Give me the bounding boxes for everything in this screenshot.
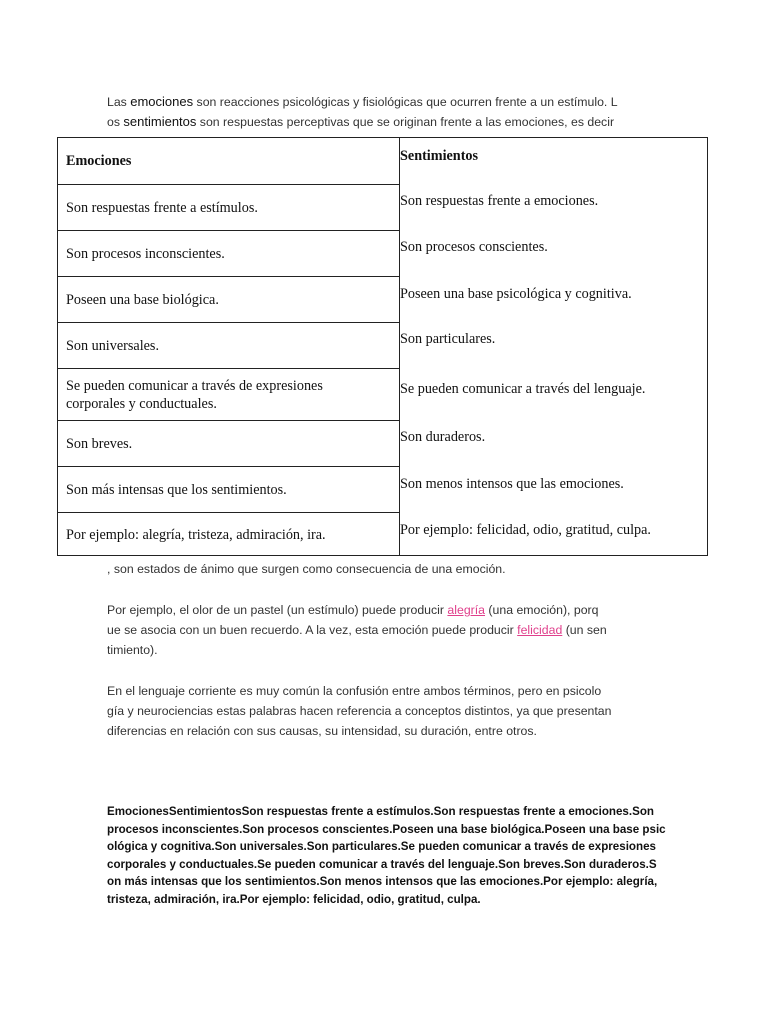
intro-line-2: os sentimientos son respuestas perceptivas que se originan frente a las emociones, es decir xyxy=(107,114,615,129)
emociones-row-1: Son respuestas frente a estímulos. xyxy=(58,185,399,231)
language-line-1: En el lenguaje corriente es muy común la confusión entre ambos términos, pero en psicolo xyxy=(107,684,602,698)
emociones-row-4: Son universales. xyxy=(58,323,399,369)
example-line-3: timiento). xyxy=(107,643,158,657)
sentimientos-row-7: Son menos intensos que las emociones. xyxy=(400,476,624,492)
summary-block xyxy=(107,803,667,908)
example-line-1: Por ejemplo, el olor de un pastel (un estímulo) puede producir alegría (una emoción), porq xyxy=(107,603,599,617)
intro-line-1: Las emociones son reacciones psicológicas y fisiológicas que ocurren frente a un estímulo. L xyxy=(107,94,618,109)
emociones-row-7: Son más intensas que los sentimientos. xyxy=(58,467,399,513)
summary-line-4: corporales y conductuales.Se pueden comunicar a través del lenguaje.Son breves.Son duraderos.S xyxy=(107,857,657,871)
language-line-2: gía y neurociencias estas palabras hacen referencia a conceptos distintos, ya que presentan xyxy=(107,704,612,718)
continuation-paragraph: , son estados de ánimo que surgen como consecuencia de una emoción. xyxy=(107,562,506,576)
sentimientos-row-4: Son particulares. xyxy=(400,331,496,347)
summary-line-3: ológica y cognitiva.Son universales.Son particulares.Se pueden comunicar a través de expresiones xyxy=(107,840,656,853)
sentimientos-row-8: Por ejemplo: felicidad, odio, gratitud, culpa. xyxy=(400,522,651,538)
language-line-3: diferencias en relación con sus causas, su intensidad, su duración, entre otros. xyxy=(107,724,537,738)
comparison-table xyxy=(57,137,708,556)
keyword-sentimientos: sentimientos xyxy=(123,114,197,129)
sentimientos-header: Sentimientos xyxy=(400,148,479,164)
emociones-row-5: Se pueden comunicar a través de expresiones corporales y conductuales. xyxy=(58,369,399,421)
sentimientos-row-1: Son respuestas frente a emociones. xyxy=(400,193,599,209)
emociones-column xyxy=(58,138,400,555)
felicidad-link[interactable]: felicidad xyxy=(517,623,563,637)
intro-paragraph xyxy=(107,92,667,132)
emociones-header: Emociones xyxy=(58,138,399,185)
example-paragraph xyxy=(107,600,667,660)
summary-line-1: EmocionesSentimientosSon respuestas frente a estímulos.Son respuestas frente a emociones.Son xyxy=(107,805,655,818)
language-paragraph xyxy=(107,681,667,741)
emociones-row-3: Poseen una base biológica. xyxy=(58,277,399,323)
emociones-row-6: Son breves. xyxy=(58,421,399,467)
keyword-emociones: emociones xyxy=(130,94,194,109)
sentimientos-row-6: Son duraderos. xyxy=(400,429,486,445)
emociones-row-8: Por ejemplo: alegría, tristeza, admiración, ira. xyxy=(66,526,326,543)
sentimientos-row-5: Se pueden comunicar a través del lenguaje. xyxy=(400,381,646,397)
emociones-row-2: Son procesos inconscientes. xyxy=(58,231,399,277)
alegria-link[interactable]: alegría xyxy=(447,603,486,617)
sentimientos-row-2: Son procesos conscientes. xyxy=(400,239,548,255)
summary-line-2: procesos inconscientes.Son procesos conscientes.Poseen una base biológica.Poseen una base psic xyxy=(107,822,666,836)
summary-line-6: tristeza, admiración, ira.Por ejemplo: felicidad, odio, gratitud, culpa. xyxy=(107,892,481,906)
example-line-2: ue se asocia con un buen recuerdo. A la vez, esta emoción puede producir felicidad (un sen xyxy=(107,623,607,637)
summary-line-5: on más intensas que los sentimientos.Son menos intensos que las emociones.Por ejemplo: alegría, xyxy=(107,875,658,888)
sentimientos-row-3: Poseen una base psicológica y cognitiva. xyxy=(400,286,632,302)
